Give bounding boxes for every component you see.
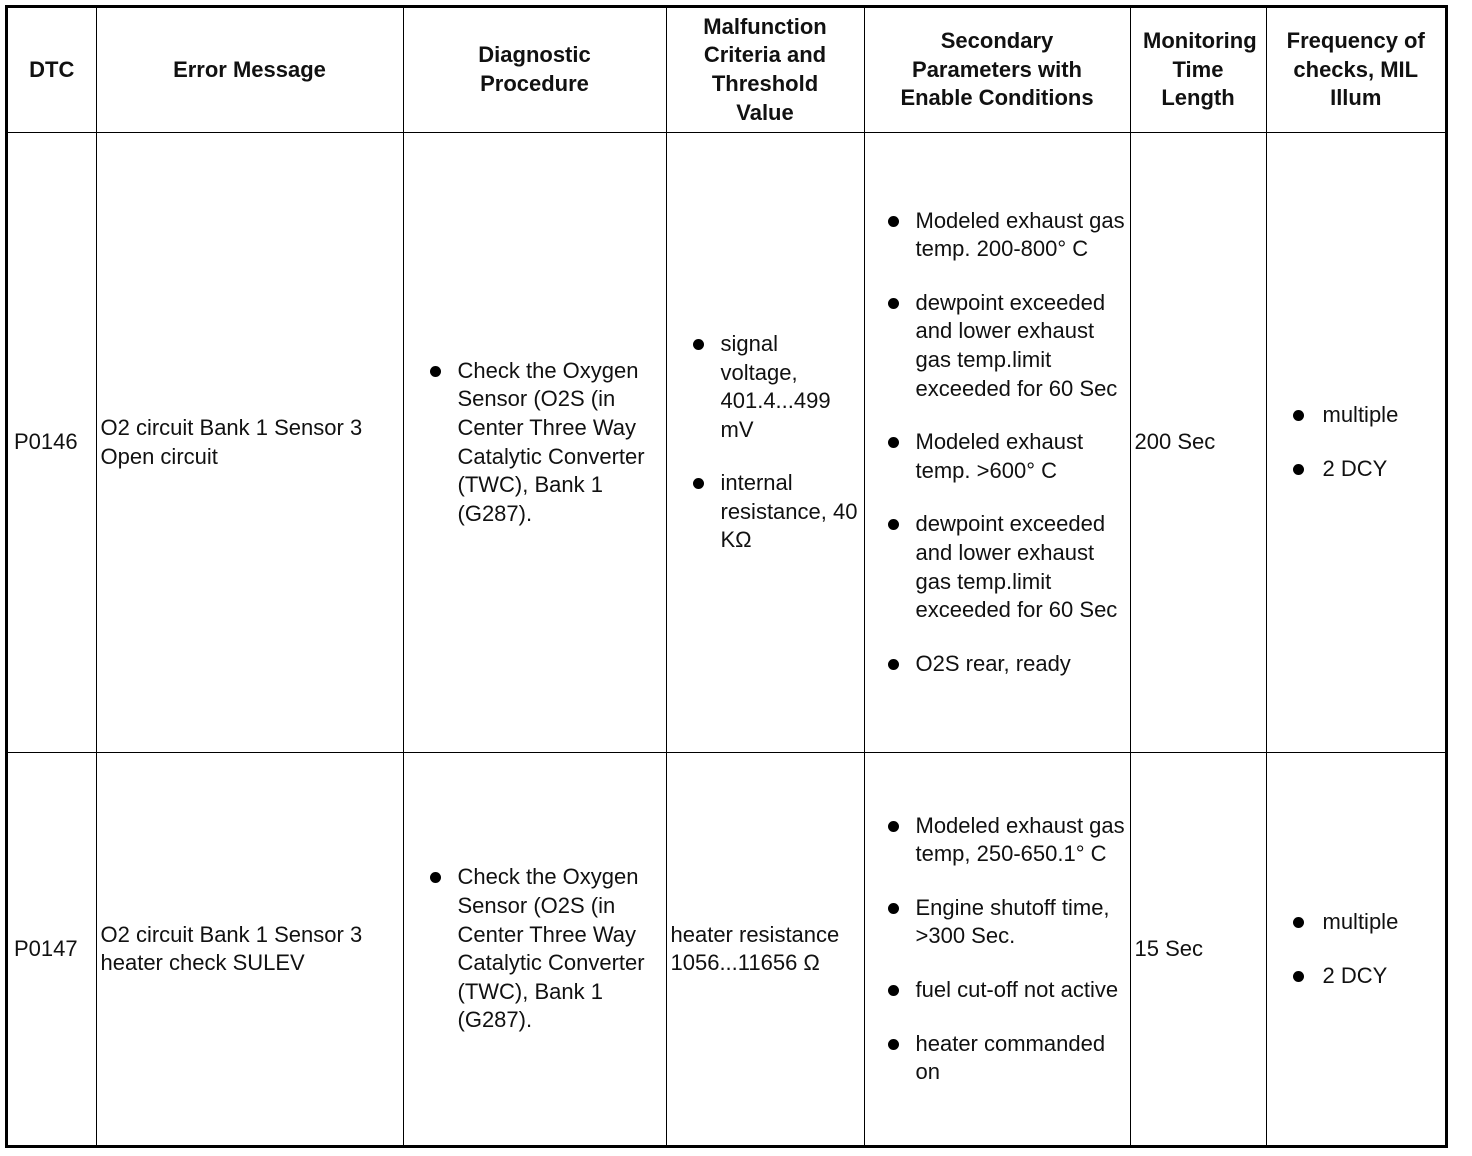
header-secondary-parameters [864, 8, 1130, 133]
list-item: heater commanded on [886, 1030, 1126, 1087]
list-item: Modeled exhaust gas temp. 200-800° C [886, 207, 1126, 264]
frequency [1266, 753, 1445, 1146]
header-diagnostic-procedure [403, 8, 666, 133]
list-item: Modeled exhaust temp. >600° C [886, 428, 1126, 485]
error-message: O2 circuit Bank 1 Sensor 3 heater check SULEV [96, 753, 403, 1146]
secondary-parameters [864, 133, 1130, 753]
list-item: multiple [1291, 908, 1442, 937]
list-item: signal voltage, 401.4...499 mV [691, 330, 860, 444]
list-item: Modeled exhaust gas temp, 250-650.1° C [886, 812, 1126, 869]
header-diagnostic-procedure-text: Diagnostic Procedure [478, 42, 591, 96]
list-item: multiple [1291, 401, 1442, 430]
list-item: 2 DCY [1291, 455, 1442, 484]
criteria-list [671, 330, 860, 555]
dtc-table-frame [5, 5, 1448, 1148]
dtc-code: P0146 [8, 133, 96, 753]
table-row [8, 133, 1445, 753]
malfunction-criteria: heater resistance 1056...11656 Ω [666, 753, 864, 1146]
monitoring-time: 15 Sec [1130, 753, 1266, 1146]
header-frequency-text: Frequency of checks, MIL Illum [1286, 28, 1425, 111]
table-row [8, 753, 1445, 1146]
frequency-list [1271, 401, 1442, 483]
list-item: dewpoint exceeded and lower exhaust gas temp.limit exceeded for 60 Sec [886, 510, 1126, 624]
procedure-list [408, 863, 662, 1035]
header-monitoring-time [1130, 8, 1266, 133]
monitoring-time: 200 Sec [1130, 133, 1266, 753]
list-item: O2S rear, ready [886, 650, 1126, 679]
header-malfunction-criteria [666, 8, 864, 133]
list-item: Engine shutoff time, >300 Sec. [886, 894, 1126, 951]
frequency [1266, 133, 1445, 753]
header-dtc: DTC [8, 8, 96, 133]
header-error-message: Error Message [96, 8, 403, 133]
malfunction-criteria [666, 133, 864, 753]
header-malfunction-criteria-text: Malfunction Criteria and Threshold Value [703, 13, 827, 125]
list-item: fuel cut-off not active [886, 976, 1126, 1005]
procedure-list [408, 357, 662, 529]
list-item: Check the Oxygen Sensor (O2S (in Center Three Way Catalytic Converter (TWC), Bank 1 (G287). [428, 357, 662, 529]
list-item: 2 DCY [1291, 962, 1442, 991]
header-frequency [1266, 8, 1445, 133]
header-secondary-parameters-text: Secondary Parameters with Enable Conditions [900, 28, 1094, 111]
error-message: O2 circuit Bank 1 Sensor 3 Open circuit [96, 133, 403, 753]
dtc-code: P0147 [8, 753, 96, 1146]
list-item: Check the Oxygen Sensor (O2S (in Center Three Way Catalytic Converter (TWC), Bank 1 (G287). [428, 863, 662, 1035]
list-item: dewpoint exceeded and lower exhaust gas temp.limit exceeded for 60 Sec [886, 289, 1126, 403]
secondary-parameters [864, 753, 1130, 1146]
secondary-list [869, 207, 1126, 679]
header-monitoring-time-text: Monitoring Time Length [1143, 28, 1257, 111]
header-row [8, 8, 1445, 133]
diagnostic-procedure [403, 753, 666, 1146]
list-item: internal resistance, 40 KΩ [691, 469, 860, 555]
frequency-list [1271, 908, 1442, 990]
diagnostic-procedure [403, 133, 666, 753]
dtc-table [8, 8, 1445, 1146]
secondary-list [869, 812, 1126, 1087]
